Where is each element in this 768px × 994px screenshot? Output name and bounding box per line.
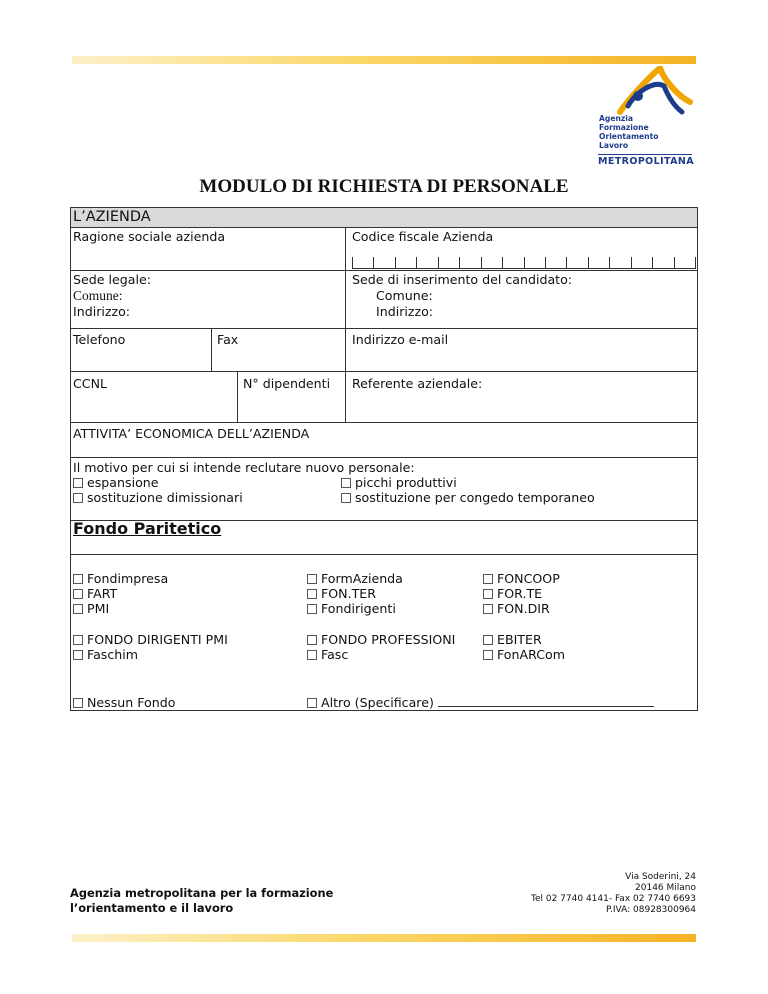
fondo-paritetico-title: Fondo Paritetico xyxy=(73,519,222,538)
row-divider xyxy=(71,328,697,329)
footer-contacts xyxy=(531,872,696,916)
checkbox[interactable] xyxy=(307,574,317,584)
row-divider xyxy=(71,457,697,458)
fondo-option[interactable]: FON.TER xyxy=(307,586,376,601)
column-divider xyxy=(345,227,346,422)
fondo-option[interactable]: FormAzienda xyxy=(307,571,403,586)
option-sostituzione-dimissionari[interactable]: sostituzione dimissionari xyxy=(73,490,243,505)
phone-line: Tel 02 7740 4141- Fax 02 7740 6693 xyxy=(531,894,696,904)
fondo-option[interactable]: PMI xyxy=(73,601,109,616)
bottom-decorative-bar xyxy=(72,934,696,942)
checkbox[interactable] xyxy=(307,635,317,645)
codice-fiscale-boxes[interactable] xyxy=(352,257,696,269)
logo-text xyxy=(599,114,658,150)
checkbox[interactable] xyxy=(307,604,317,614)
fondo-option[interactable]: Fasc xyxy=(307,647,348,662)
checkbox[interactable] xyxy=(307,589,317,599)
column-divider xyxy=(211,328,212,371)
org-line: l’orientamento e il lavoro xyxy=(70,901,234,915)
checkbox[interactable] xyxy=(483,650,493,660)
piva-line: P.IVA: 08928300964 xyxy=(606,905,696,915)
ragione-sociale-label: Ragione sociale azienda xyxy=(73,229,226,244)
checkbox[interactable] xyxy=(73,589,83,599)
checkbox[interactable] xyxy=(483,589,493,599)
checkbox[interactable] xyxy=(73,650,83,660)
referente-label: Referente aziendale: xyxy=(352,376,483,391)
option-picchi-produttivi[interactable]: picchi produttivi xyxy=(341,475,457,490)
logo-line: Orientamento xyxy=(599,132,659,141)
checkbox[interactable] xyxy=(73,493,83,503)
fondo-option[interactable]: FONDO PROFESSIONI xyxy=(307,632,455,647)
fondo-option[interactable]: FONDO DIRIGENTI PMI xyxy=(73,632,228,647)
sede-legale-label: Sede legale: xyxy=(73,272,151,287)
fondo-option[interactable]: Faschim xyxy=(73,647,138,662)
fondo-option[interactable]: Fondirigenti xyxy=(307,601,396,616)
codice-fiscale-label: Codice fiscale Azienda xyxy=(352,229,494,244)
fax-label: Fax xyxy=(217,332,239,347)
fondo-option[interactable]: FON.DIR xyxy=(483,601,550,616)
section-header-label: L’AZIENDA xyxy=(73,209,151,225)
page-title: MODULO DI RICHIESTA DI PERSONALE xyxy=(199,176,569,197)
altro-specify-field[interactable] xyxy=(438,706,654,707)
fondo-option[interactable]: FONCOOP xyxy=(483,571,560,586)
row-divider xyxy=(71,270,697,271)
row-divider xyxy=(71,422,697,423)
checkbox[interactable] xyxy=(73,698,83,708)
checkbox[interactable] xyxy=(341,493,351,503)
indirizzo-inserimento-label: Indirizzo: xyxy=(376,304,434,319)
fondo-option[interactable]: FOR.TE xyxy=(483,586,542,601)
request-form xyxy=(70,207,698,711)
logo-line: Agenzia xyxy=(599,114,634,123)
comune-legale-label: Comune: xyxy=(73,288,123,303)
comune-inserimento-label: Comune: xyxy=(376,288,433,303)
checkbox[interactable] xyxy=(483,604,493,614)
indirizzo-legale-label: Indirizzo: xyxy=(73,304,131,319)
fondo-option[interactable]: FonARCom xyxy=(483,647,565,662)
row-divider xyxy=(71,371,697,372)
checkbox[interactable] xyxy=(483,635,493,645)
email-label: Indirizzo e-mail xyxy=(352,332,449,347)
logo-divider xyxy=(598,154,692,155)
option-espansione[interactable]: espansione xyxy=(73,475,159,490)
org-line: Agenzia metropolitana per la formazione xyxy=(70,886,334,900)
column-divider xyxy=(237,371,238,422)
footer-organization xyxy=(70,886,333,916)
logo-brand: METROPOLITANA xyxy=(598,156,695,167)
fondo-option[interactable]: EBITER xyxy=(483,632,542,647)
address-line: 20146 Milano xyxy=(635,883,696,893)
section-header xyxy=(71,208,697,228)
address-line: Via Soderini, 24 xyxy=(625,872,696,882)
checkbox[interactable] xyxy=(341,478,351,488)
option-congedo-temporaneo[interactable]: sostituzione per congedo temporaneo xyxy=(341,490,595,505)
checkbox[interactable] xyxy=(307,698,317,708)
telefono-label: Telefono xyxy=(73,332,126,347)
nessun-fondo-option[interactable]: Nessun Fondo xyxy=(73,695,175,710)
checkbox[interactable] xyxy=(73,635,83,645)
fondo-option[interactable]: Fondimpresa xyxy=(73,571,168,586)
agency-logo xyxy=(598,66,698,166)
dipendenti-label: N° dipendenti xyxy=(243,376,331,391)
checkbox[interactable] xyxy=(483,574,493,584)
top-decorative-bar xyxy=(72,56,696,64)
checkbox[interactable] xyxy=(73,574,83,584)
motivo-question: Il motivo per cui si intende reclutare nuovo personale: xyxy=(73,460,415,475)
row-divider xyxy=(71,554,697,555)
logo-line: Lavoro xyxy=(599,141,629,150)
logo-figure-icon xyxy=(598,66,698,116)
ccnl-label: CCNL xyxy=(73,376,108,391)
sede-inserimento-label: Sede di inserimento del candidato: xyxy=(352,272,573,287)
altro-option[interactable]: Altro (Specificare) xyxy=(307,695,654,710)
checkbox[interactable] xyxy=(307,650,317,660)
checkbox[interactable] xyxy=(73,604,83,614)
checkbox[interactable] xyxy=(73,478,83,488)
attivita-economica-label: ATTIVITA’ ECONOMICA DELL’AZIENDA xyxy=(73,426,310,441)
logo-line: Formazione xyxy=(599,123,649,132)
fondo-option[interactable]: FART xyxy=(73,586,117,601)
